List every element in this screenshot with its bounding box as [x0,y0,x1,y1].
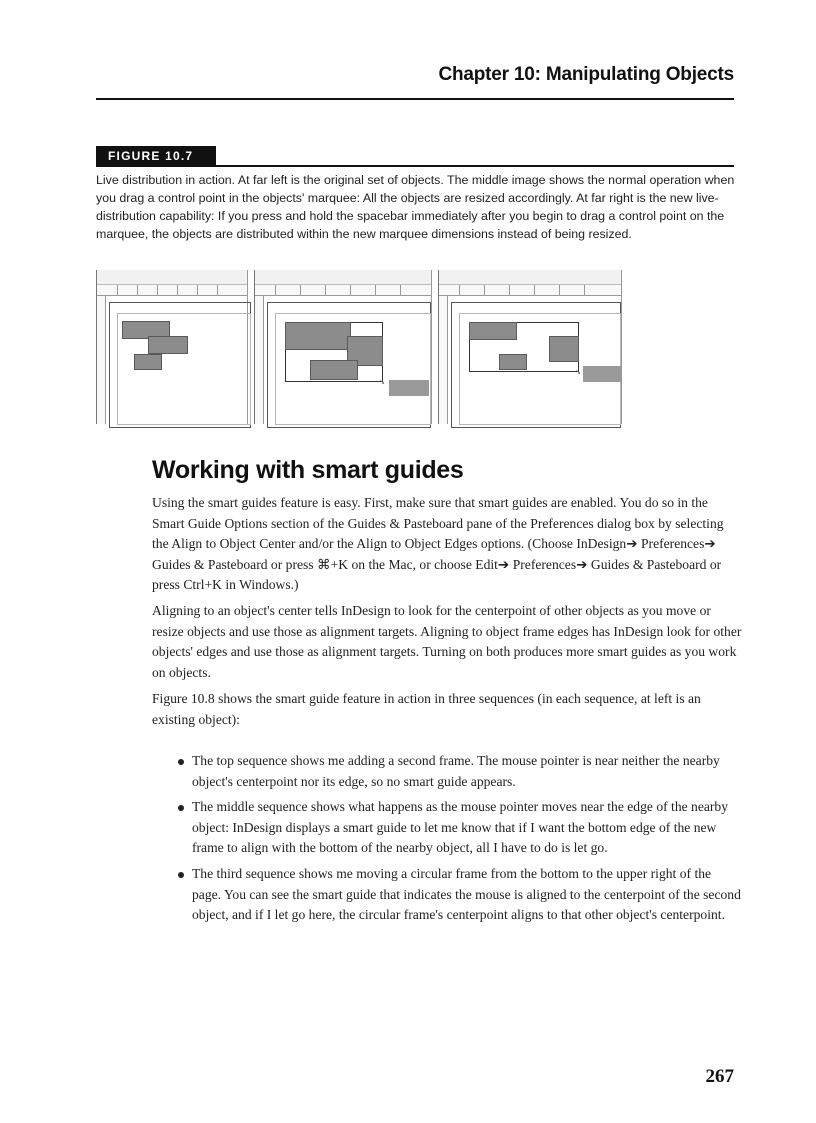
screenshot-normal-resize [254,270,432,424]
bullet-icon [178,805,184,811]
object-block [148,336,188,354]
body-paragraph: Figure 10.8 shows the smart guide feature in action in three sequences (in each sequence, at left is an existing object): [152,691,701,727]
list-item [152,797,742,859]
object-block [499,354,527,370]
object-block [310,360,358,380]
figure-rule [96,165,734,167]
object-block [134,354,162,370]
list-item [152,751,742,792]
list-item-text: The third sequence shows me moving a circular frame from the bottom to the upper right of the page. You can see the smart guide that indicates the mouse is aligned to the centerpoint of the second object, and if I let go here, the circular frame's centerpoint aligns to that other object's centerpoint. [192,865,741,923]
object-block [469,322,517,340]
section-heading: Working with smart guides [152,456,464,484]
object-block [549,336,579,362]
window-titlebar [97,270,247,285]
size-readout [389,380,429,396]
chapter-header: Chapter 10: Manipulating Objects [438,64,734,85]
object-block [285,322,351,350]
header-rule [96,98,734,100]
figure-label: FIGURE 10.7 [96,146,216,166]
page-number: 267 [705,1066,734,1087]
list-item-text: The top sequence shows me adding a second frame. The mouse pointer is near neither the nearby object's centerpoint nor its edge, so no smart guide appears. [192,753,720,789]
size-readout [583,366,621,382]
vertical-ruler [439,296,448,424]
screenshot-live-distribution [438,270,622,424]
bullet-list [152,751,742,931]
horizontal-ruler [439,285,621,296]
body-paragraph: Aligning to an object's center tells InDesign to look for the centerpoint of other objects as you move or resize objects and use those as alignment targets. Aligning to object frame edges has InDesign look for other objects' edges and use those as alignment targets. Turning on both produces more smart guides as you work on objects. [152,603,742,680]
bullet-icon [178,759,184,765]
body-paragraph: Using the smart guides feature is easy. First, make sure that smart guides are enabled. You do so in the Smart Guide Options section of the Guides & Pasteboard pane of the Preferences dialog box by selecting the Align to Object Center and/or the Align to Object Edges options. (Choose InDesign➔ Preferences➔ Guides & Pasteboard or press ⌘+K on the Mac, or choose Edit➔ Preferences➔ Guides & Pasteboard or press Ctrl+K in Windows.) [152,495,724,593]
vertical-ruler [255,296,264,424]
horizontal-ruler [255,285,431,296]
screenshot-original [96,270,248,424]
resize-handle-icon: ↘ [575,368,582,376]
window-titlebar [439,270,621,285]
figure-caption: Live distribution in action. At far left is the original set of objects. The middle image shows the normal operation when you drag a control point in the objects' marquee: All the objects are resized accordingly. At far right is the new live-distribution capability: If you press and hold the spacebar immediately after you begin to drag a control point on the marquee, the objects are distributed within the new marquee dimensions instead of being resized. [96,173,735,241]
resize-handle-icon: ↘ [379,378,386,386]
list-item-text: The middle sequence shows what happens as the mouse pointer moves near the edge of the nearby object: InDesign displays a smart guide to let me know that if I want the bottom edge of the new frame to align with the bottom of the nearby object, all I have to do is let go. [192,799,729,856]
vertical-ruler [97,296,106,424]
horizontal-ruler [97,285,247,296]
bullet-icon [178,872,184,878]
figure-screenshots [96,270,620,424]
window-titlebar [255,270,431,285]
list-item [152,864,742,926]
